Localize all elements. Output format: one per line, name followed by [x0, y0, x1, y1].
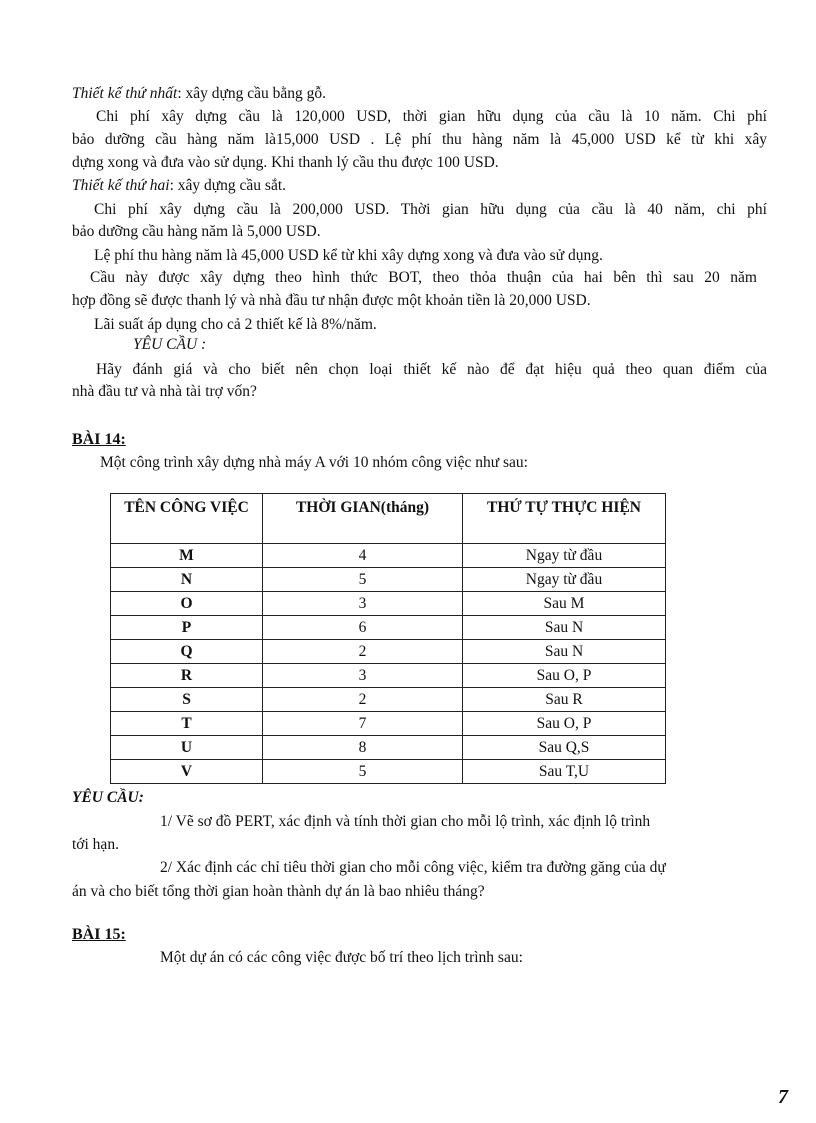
design2-line-5: hợp đồng sẽ được thanh lý và nhà đầu tư nhận được một khoản tiền là 20,000 USD.	[72, 292, 591, 309]
bai14-req-line-3: 2/ Xác định các chỉ tiêu thời gian cho mỗi công việc, kiểm tra đường găng của dự	[160, 859, 666, 876]
page-number: 7	[778, 1086, 788, 1108]
task-order: Sau O, P	[463, 712, 666, 736]
header-order: THỨ TỰ THỰC HIỆN	[463, 494, 666, 544]
req13-line-2: nhà đầu tư và nhà tài trợ vốn?	[72, 383, 257, 400]
bai14-req-line-2: tới hạn.	[72, 836, 119, 853]
task-duration: 5	[263, 568, 463, 592]
task-duration: 4	[263, 544, 463, 568]
bai15-intro: Một dự án có các công việc được bố trí theo lịch trình sau:	[160, 949, 523, 966]
bai15-heading: BÀI 15:	[72, 926, 126, 943]
design2-line-6: Lãi suất áp dụng cho cả 2 thiết kế là 8%/năm.	[94, 316, 377, 333]
req13-label: YÊU CẦU :	[133, 336, 207, 353]
task-name: R	[111, 664, 263, 688]
table-row	[111, 760, 666, 784]
table-row	[111, 688, 666, 712]
task-order: Sau T,U	[463, 760, 666, 784]
task-duration: 3	[263, 592, 463, 616]
task-name: V	[111, 760, 263, 784]
task-name: N	[111, 568, 263, 592]
design2-line-3: Lệ phí thu hàng năm là 45,000 USD kể từ khi xây dựng xong và đưa vào sử dụng.	[94, 247, 603, 264]
table-row	[111, 592, 666, 616]
bai14-heading: BÀI 14:	[72, 431, 126, 448]
design2-line-1: Chi phí xây dựng cầu là 200,000 USD. Thời gian hữu dụng của cầu là 40 năm, chi phí	[94, 201, 767, 218]
task-duration: 7	[263, 712, 463, 736]
task-order: Sau O, P	[463, 664, 666, 688]
task-table	[110, 493, 666, 784]
task-name: M	[111, 544, 263, 568]
task-name: T	[111, 712, 263, 736]
task-name: P	[111, 616, 263, 640]
header-duration: THỜI GIAN(tháng)	[263, 494, 463, 544]
design2-line-2: bảo dưỡng cầu hàng năm là 5,000 USD.	[72, 223, 321, 240]
bai14-req-line-4: án và cho biết tổng thời gian hoàn thành dự án là bao nhiêu tháng?	[72, 883, 485, 900]
bai14-req-label: YÊU CẦU:	[72, 789, 144, 806]
table-row	[111, 544, 666, 568]
table-row	[111, 616, 666, 640]
task-order: Ngay từ đầu	[463, 544, 666, 568]
design1-line-1: Chi phí xây dựng cầu là 120,000 USD, thời gian hữu dụng của cầu là 10 năm. Chi phí	[96, 108, 767, 125]
design2-line-4: Cầu này được xây dựng theo hình thức BOT, theo thỏa thuận của hai bên thì sau 20 năm	[90, 269, 757, 286]
task-order: Sau Q,S	[463, 736, 666, 760]
design2-heading-label: Thiết kế thứ hai	[72, 177, 170, 194]
bai14-intro: Một công trình xây dựng nhà máy A với 10 nhóm công việc như sau:	[100, 454, 528, 471]
task-order: Ngay từ đầu	[463, 568, 666, 592]
design1-heading	[72, 84, 326, 104]
task-order: Sau M	[463, 592, 666, 616]
task-duration: 6	[263, 616, 463, 640]
task-order: Sau N	[463, 640, 666, 664]
task-name: Q	[111, 640, 263, 664]
header-task-name: TÊN CÔNG VIỆC	[111, 494, 263, 544]
bai14-req-line-1: 1/ Vẽ sơ đồ PERT, xác định và tính thời gian cho mỗi lộ trình, xác định lộ trình	[160, 813, 651, 830]
design1-heading-label: Thiết kế thứ nhất	[72, 85, 178, 102]
task-duration: 3	[263, 664, 463, 688]
task-order: Sau N	[463, 616, 666, 640]
req13-line-1: Hãy đánh giá và cho biết nên chọn loại thiết kế nào để đạt hiệu quả theo quan điểm của	[96, 361, 767, 378]
task-duration: 2	[263, 640, 463, 664]
design2-heading	[72, 176, 286, 196]
design1-heading-text: : xây dựng cầu bằng gỗ.	[177, 85, 327, 102]
table-header-row	[111, 494, 666, 544]
table-row	[111, 712, 666, 736]
table-row	[111, 736, 666, 760]
design1-line-3: dựng xong và đưa vào sử dụng. Khi thanh lý cầu thu được 100 USD.	[72, 154, 499, 171]
task-duration: 5	[263, 760, 463, 784]
task-duration: 2	[263, 688, 463, 712]
task-name: S	[111, 688, 263, 712]
task-order: Sau R	[463, 688, 666, 712]
table-row	[111, 664, 666, 688]
task-name: O	[111, 592, 263, 616]
task-duration: 8	[263, 736, 463, 760]
design2-heading-text: : xây dựng cầu sắt.	[169, 177, 287, 194]
task-name: U	[111, 736, 263, 760]
table-row	[111, 640, 666, 664]
design1-line-2: bảo dưỡng cầu hàng năm là15,000 USD . Lệ phí thu hàng năm là 45,000 USD kể từ khi xây	[72, 131, 767, 148]
table-row	[111, 568, 666, 592]
